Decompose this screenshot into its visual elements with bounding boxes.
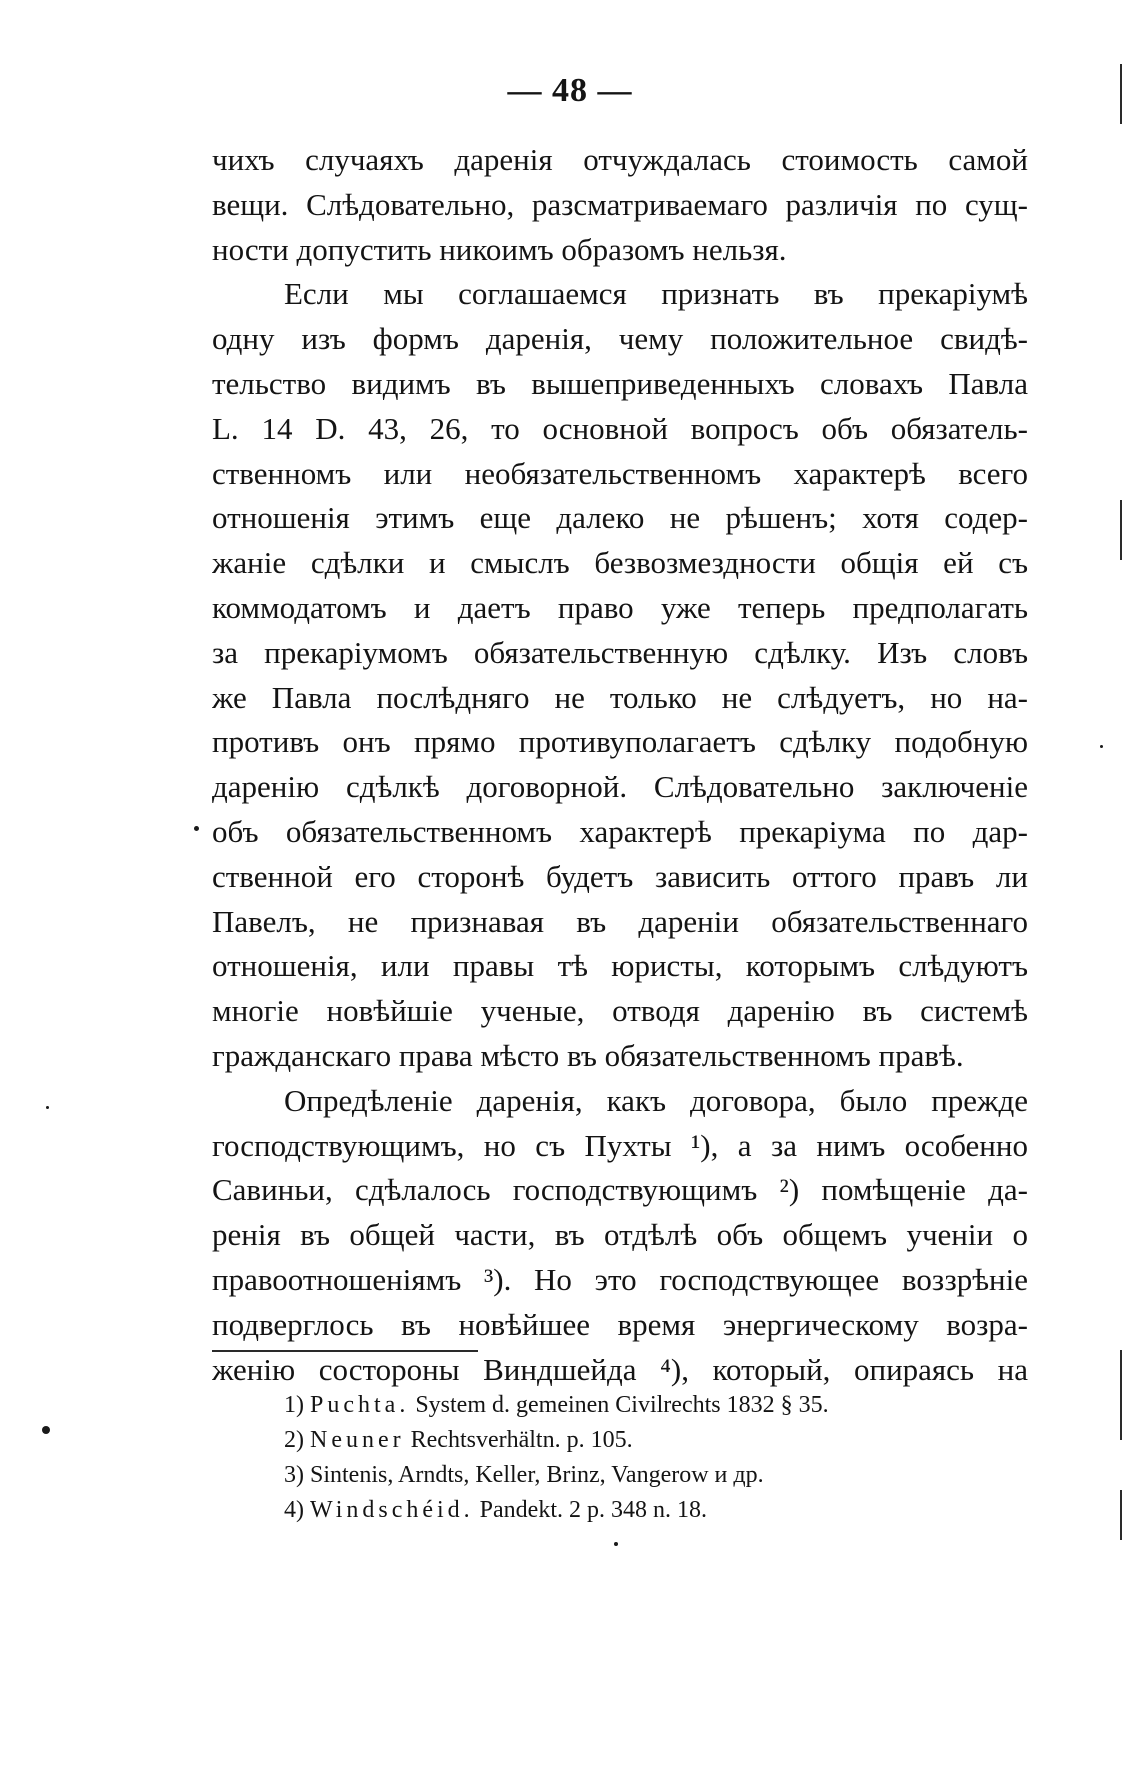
- text-line: противъ онъ прямо противуполагаетъ сдѣлку подобную: [212, 724, 1028, 760]
- page-number: — 48 —: [507, 72, 633, 109]
- text-line: правоотношеніямъ ³). Но это господствующее воззрѣніе: [212, 1261, 1028, 1297]
- footnote-marker: 1): [284, 1392, 304, 1418]
- scan-speck: [46, 1106, 49, 1109]
- text-line: даренію сдѣлкѣ договорной. Слѣдовательно заключеніе: [212, 769, 1028, 805]
- text-line: Если мы соглашаемся признать въ прекаріумѣ: [284, 276, 1028, 312]
- footnote-author: Windschéid.: [310, 1497, 474, 1523]
- footnote-text: Sintenis, Arndts, Keller, Brinz, Vangerow и др.: [310, 1462, 764, 1488]
- text-line: ственномъ или необязательственномъ характерѣ всего: [212, 455, 1028, 491]
- footnote-author: Puchta.: [310, 1392, 410, 1418]
- footnote-text: Pandekt. 2 p. 348 n. 18.: [479, 1497, 707, 1523]
- footnotes: [284, 1388, 1024, 1528]
- text-line: L. 14 D. 43, 26, то основной вопросъ объ обязатель-: [212, 410, 1028, 446]
- text-line: тельство видимъ въ вышеприведенныхъ словахъ Павла: [212, 365, 1028, 401]
- scan-edge-mark: [1120, 1490, 1122, 1540]
- text-line: подверглось въ новѣйшее время энергическому возра-: [212, 1306, 1028, 1342]
- footnote-text: Rechtsverhältn. p. 105.: [410, 1427, 633, 1453]
- paragraph-3: [212, 1079, 1028, 1393]
- footnote-marker: 3): [284, 1462, 304, 1488]
- text-line: ственной его сторонѣ будетъ зависить оттого правъ ли: [212, 858, 1028, 894]
- text-line: коммодатомъ и даетъ право уже теперь предполагать: [212, 589, 1028, 625]
- text-line: женію состороны Виндшейда ⁴), который, опираясь на: [212, 1351, 1028, 1387]
- footnote-rule: [212, 1350, 478, 1352]
- text-line: одну изъ формъ даренія, чему положительное свидѣ-: [212, 321, 1028, 357]
- paragraph-2: [212, 272, 1028, 1078]
- scan-edge-mark: [1120, 1350, 1122, 1440]
- text-line: за прекаріумомъ обязательственную сдѣлку. Изъ словъ: [212, 634, 1028, 670]
- footnote-1: [284, 1388, 1024, 1423]
- scan-speck: [1100, 745, 1103, 748]
- scan-speck: [42, 1426, 50, 1434]
- footnote-author: Neuner: [310, 1427, 405, 1453]
- text-line: вещи. Слѣдовательно, разсматриваемаго различія по сущ-: [212, 186, 1028, 222]
- scan-speck: [194, 826, 199, 831]
- text-line: же Павла послѣдняго не только не слѣдуетъ, но на-: [212, 679, 1028, 715]
- text-line: ренія въ общей части, въ отдѣлѣ объ общемъ ученіи о: [212, 1217, 1028, 1253]
- text-line: объ обязательственномъ характерѣ прекаріума по дар-: [212, 813, 1028, 849]
- footnote-marker: 4): [284, 1497, 304, 1523]
- text-line: отношенія этимъ еще далеко не рѣшенъ; хотя содер-: [212, 500, 1028, 536]
- text-line: Опредѣленіе даренія, какъ договора, было прежде: [284, 1082, 1028, 1118]
- footnote-2: [284, 1423, 1024, 1458]
- text-line: гражданскаго права мѣсто въ обязательственномъ правѣ.: [212, 1037, 964, 1073]
- text-line: отношенія, или правы тѣ юристы, которымъ слѣдуютъ: [212, 948, 1028, 984]
- footnote-4: [284, 1493, 1024, 1528]
- body-text: [212, 138, 1028, 1392]
- scan-edge-mark: [1120, 64, 1122, 124]
- text-line: господствующимъ, но съ Пухты ¹), а за нимъ особенно: [212, 1127, 1028, 1163]
- scan-speck: [614, 1542, 618, 1546]
- text-line: ности допустить никоимъ образомъ нельзя.: [212, 231, 787, 267]
- paragraph-1: [212, 138, 1028, 272]
- text-line: Савиньи, сдѣлалось господствующимъ ²) помѣщеніе да-: [212, 1172, 1028, 1208]
- text-line: жаніе сдѣлки и смыслъ безвозмездности общія ей съ: [212, 545, 1028, 581]
- text-line: многіе новѣйшіе ученые, отводя даренію въ системѣ: [212, 993, 1028, 1029]
- scan-edge-mark: [1120, 500, 1122, 560]
- footnote-marker: 2): [284, 1427, 304, 1453]
- text-line: чихъ случаяхъ даренія отчуждалась стоимость самой: [212, 142, 1028, 177]
- footnote-text: System d. gemeinen Civilrechts 1832 § 35.: [415, 1392, 829, 1418]
- footnote-3: [284, 1458, 1024, 1493]
- text-line: Павелъ, не признавая въ дареніи обязательственнаго: [212, 903, 1028, 939]
